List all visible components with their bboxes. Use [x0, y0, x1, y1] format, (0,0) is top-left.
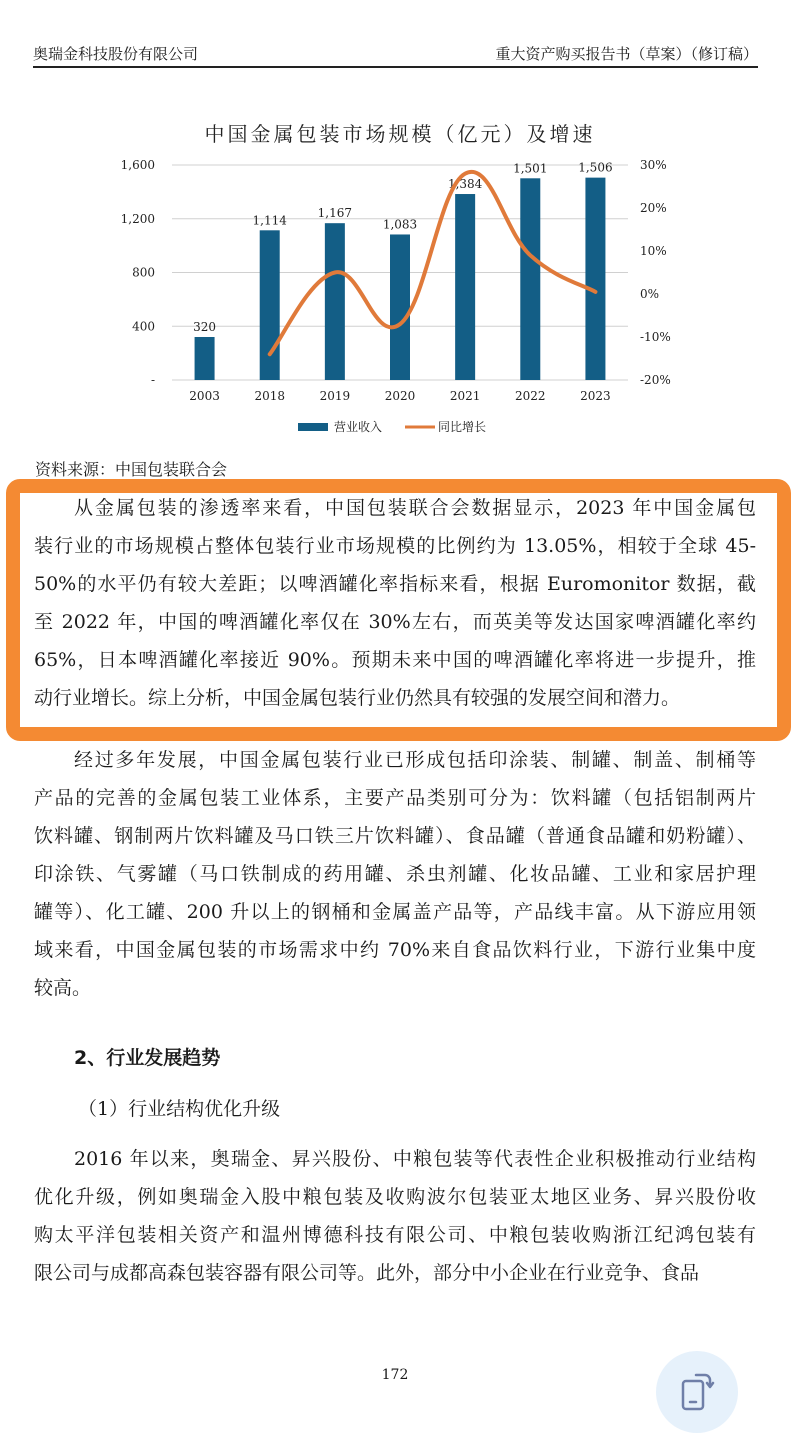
paragraph-line: 动行业增长。综上分析，中国金属包装行业仍然具有较强的发展空间和潜力。: [34, 687, 681, 709]
rotate-screen-button[interactable]: [656, 1351, 738, 1433]
svg-text:1,167: 1,167: [317, 206, 353, 221]
paragraph-line: 购太平洋包装相关资产和温州博德科技有限公司、中粮包装收购浙江纪鸿包装有: [34, 1224, 756, 1246]
svg-text:1,501: 1,501: [513, 161, 548, 176]
svg-text:营业收入: 营业收入: [334, 420, 383, 434]
market-size-chart: [100, 150, 700, 440]
svg-text:400: 400: [132, 319, 155, 334]
highlighted-paragraph: [34, 489, 756, 717]
paragraph-line: 罐等）、化工罐、200 升以上的钢桶和金属盖产品等，产品线丰富。从下游应用领: [34, 901, 756, 923]
left-axis-ticks: [121, 158, 155, 387]
paragraph-line: 50%的水平仍有较大差距；以啤酒罐化率指标来看，根据 Euromonitor 数据，截: [34, 573, 756, 595]
bar: [260, 230, 280, 380]
paragraph-line: 域来看，中国金属包装的市场需求中约 70%来自食品饮料行业，下游行业集中度: [34, 939, 756, 961]
x-axis-labels: [189, 389, 610, 403]
header-doc-title: 重大资产购买报告书（草案）（修订稿）: [495, 45, 758, 63]
product-categories-paragraph: [34, 741, 756, 1007]
paragraph-line: 产品的完善的金属包装工业体系，主要产品类别可分为：饮料罐（包括铝制两片: [34, 787, 756, 809]
svg-text:-10%: -10%: [640, 330, 671, 344]
header-company: 奥瑞金科技股份有限公司: [33, 45, 199, 63]
paragraph-line: 饮料罐、钢制两片饮料罐及马口铁三片饮料罐）、食品罐（普通食品罐和奶粉罐）、: [34, 825, 756, 847]
svg-text:1,200: 1,200: [120, 211, 155, 226]
paragraph-line: 优化升级，例如奥瑞金入股中粮包装及收购波尔包装亚太地区业务、昇兴股份收: [34, 1186, 756, 1208]
paragraph-line: 印涂铁、气雾罐（马口铁制成的药用罐、杀虫剂罐、化妆品罐、工业和家居护理: [34, 863, 756, 885]
page-header: [33, 40, 758, 68]
svg-text:0%: 0%: [640, 287, 660, 301]
svg-text:2020: 2020: [384, 389, 416, 403]
svg-text:800: 800: [132, 265, 155, 280]
svg-text:2003: 2003: [189, 389, 220, 403]
rotate-screen-icon: [674, 1369, 720, 1415]
svg-text:320: 320: [193, 320, 217, 334]
page-number: 172: [381, 1367, 409, 1383]
revenue-bars: [195, 178, 606, 380]
bar: [325, 223, 345, 380]
svg-text:30%: 30%: [640, 158, 667, 172]
svg-text:10%: 10%: [640, 244, 667, 258]
paragraph-line: 2016 年以来，奥瑞金、昇兴股份、中粮包装等代表性企业积极推动行业结构: [74, 1148, 756, 1170]
chart-title: 中国金属包装市场规模（亿元）及增速: [204, 122, 596, 146]
paragraph-line: 装行业的市场规模占整体包装行业市场规模的比例约为 13.05%，相较于全球 45-: [34, 535, 756, 557]
svg-text:1,384: 1,384: [447, 177, 483, 192]
svg-text:1,083: 1,083: [382, 217, 418, 232]
subsection-heading: （1）行业结构优化升级: [78, 1098, 281, 1120]
growth-line: [270, 172, 596, 354]
svg-text:20%: 20%: [640, 201, 667, 215]
paragraph-line: 经过多年发展，中国金属包装行业已形成包括印涂装、制罐、制盖、制桶等: [74, 749, 756, 771]
paragraph-line: 至 2022 年，中国的啤酒罐化率仅在 30%左右，而英美等发达国家啤酒罐化率约: [34, 611, 756, 633]
paragraph-line: 较高。: [34, 977, 92, 999]
svg-text:2018: 2018: [254, 389, 285, 403]
source-note: 资料来源：中国包装联合会: [35, 460, 228, 479]
svg-text:1,600: 1,600: [120, 158, 155, 172]
svg-text:2019: 2019: [319, 389, 351, 403]
bar: [195, 337, 215, 380]
svg-text:1,114: 1,114: [252, 213, 287, 228]
svg-text:-: -: [150, 373, 155, 387]
bar: [585, 178, 605, 380]
svg-text:2023: 2023: [580, 389, 611, 403]
svg-text:1,506: 1,506: [578, 160, 613, 175]
section-heading: 2、行业发展趋势: [74, 1047, 221, 1069]
paragraph-line: 限公司与成都高森包装容器有限公司等。此外，部分中小企业在行业竞争、食品: [34, 1262, 700, 1284]
svg-text:同比增长: 同比增长: [438, 420, 487, 434]
paragraph-line: 从金属包装的渗透率来看，中国包装联合会数据显示，2023 年中国金属包: [74, 497, 756, 519]
svg-text:2021: 2021: [449, 389, 481, 403]
right-axis-ticks: [640, 158, 671, 387]
bar: [455, 194, 475, 380]
svg-text:-20%: -20%: [640, 373, 671, 387]
bar: [520, 178, 540, 380]
paragraph-line: 65%，日本啤酒罐化率接近 90%。预期未来中国的啤酒罐化率将进一步提升，推: [34, 649, 756, 671]
chart-legend: [298, 419, 486, 434]
svg-text:2022: 2022: [515, 389, 546, 403]
industry-consolidation-paragraph: [34, 1140, 756, 1292]
bar: [390, 234, 410, 380]
